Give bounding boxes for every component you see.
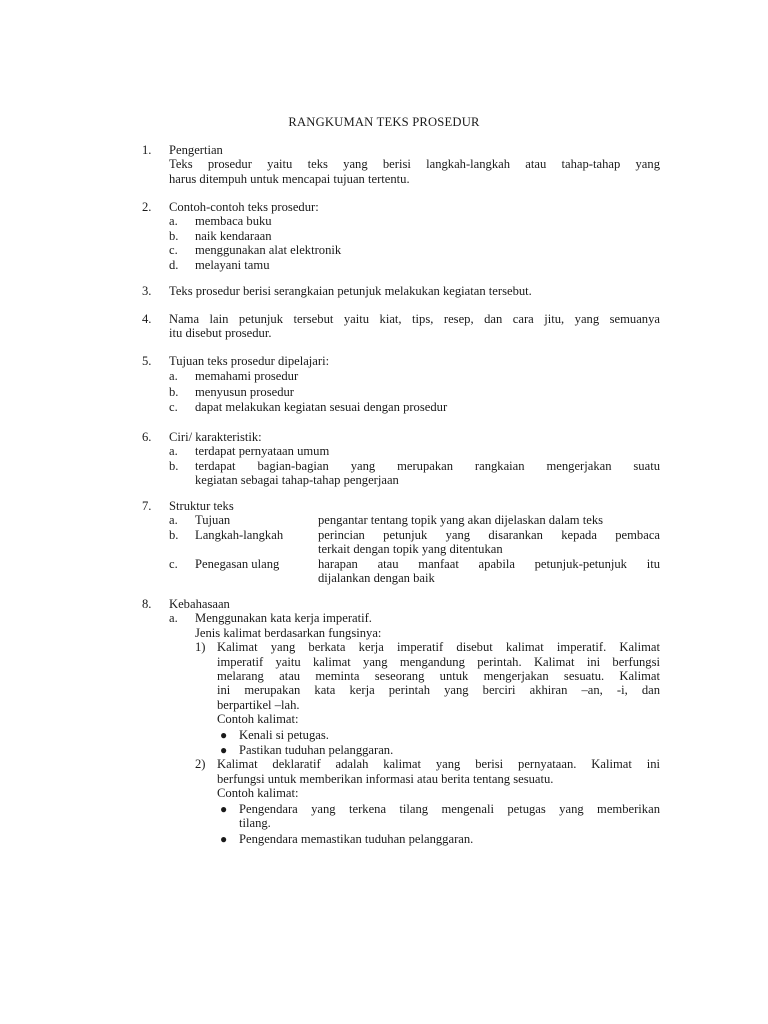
list-label: c. xyxy=(169,400,178,415)
list-label: b. xyxy=(169,527,179,542)
list-text: Menggunakan kata kerja imperatif. xyxy=(195,611,372,626)
list-text: membaca buku xyxy=(195,214,272,229)
paragraph-line: berpartikel –lah. xyxy=(217,697,300,712)
section-number: 2. xyxy=(142,200,152,214)
section-heading: Tujuan teks prosedur dipelajari: xyxy=(169,354,330,368)
bullet-text: Kenali si petugas. xyxy=(239,727,329,742)
paragraph-line: Nama lain petunjuk tersebut yaitu kiat, tips, resep, dan cara jitu, yang semuanya xyxy=(169,312,660,326)
section-number: 8. xyxy=(142,597,152,611)
list-item xyxy=(169,369,660,383)
paragraph-line: melarang atau meminta seseorang untuk mengerjakan sesuatu. Kalimat xyxy=(217,669,660,684)
structure-desc: perincian petunjuk yang disarankan kepada pembaca xyxy=(318,527,660,542)
list-text: melayani tamu xyxy=(195,257,270,272)
list-label: b. xyxy=(169,384,179,399)
structure-desc: pengantar tentang topik yang akan dijelaskan dalam teks xyxy=(318,513,604,528)
bullet-text: Pengendara yang terkena tilang mengenali petugas yang memberikan xyxy=(239,801,660,816)
paragraph-line: Teks prosedur yaitu teks yang berisi langkah-langkah atau tahap-tahap yang xyxy=(169,157,660,172)
bullet-icon: ● xyxy=(220,727,228,742)
list-text: memahami prosedur xyxy=(195,369,299,384)
bullet-icon: ● xyxy=(220,831,228,846)
example-label: Contoh kalimat: xyxy=(217,712,299,727)
section-7 xyxy=(142,499,660,585)
bullet-text: tilang. xyxy=(239,816,271,831)
section-3 xyxy=(142,284,660,298)
bullet-icon: ● xyxy=(220,801,228,816)
bullet-text: Pastikan tuduhan pelanggaran. xyxy=(239,743,394,758)
structure-row xyxy=(169,528,660,557)
structure-desc: harapan atau manfaat apabila petunjuk-petunjuk itu xyxy=(318,556,660,571)
list-label: b. xyxy=(169,228,179,243)
section-heading: Kebahasaan xyxy=(169,597,230,611)
list-text: terdapat bagian-bagian yang merupakan rangkaian mengerjakan suatu xyxy=(195,458,660,473)
list-text: kegiatan sebagai tahap-tahap pengerjaan xyxy=(195,473,399,488)
list-item xyxy=(169,214,660,228)
section-4 xyxy=(142,312,660,341)
structure-desc: terkait dengan topik yang ditentukan xyxy=(318,542,503,557)
paragraph-line: Teks prosedur berisi serangkaian petunjuk melakukan kegiatan tersebut. xyxy=(169,284,532,298)
structure-row xyxy=(169,557,660,586)
list-item xyxy=(169,459,660,488)
section-number: 5. xyxy=(142,354,152,368)
numbered-item xyxy=(195,640,660,757)
list-label: a. xyxy=(169,444,178,459)
list-label: c. xyxy=(169,556,178,571)
numbered-item xyxy=(195,757,660,845)
list-label: a. xyxy=(169,513,178,528)
structure-name: Tujuan xyxy=(195,513,231,528)
bullet-item xyxy=(217,802,660,831)
bullet-item xyxy=(217,743,660,757)
list-item xyxy=(169,400,660,414)
bullet-item xyxy=(217,832,660,846)
section-number: 1. xyxy=(142,143,152,157)
section-8 xyxy=(142,597,660,846)
section-heading: Contoh-contoh teks prosedur: xyxy=(169,200,319,214)
paragraph-line: Kalimat deklaratif adalah kalimat yang berisi pernyataan. Kalimat ini xyxy=(217,757,660,772)
numbered-label: 1) xyxy=(195,640,206,655)
section-5 xyxy=(142,354,660,415)
paragraph-line: Kalimat yang berkata kerja imperatif disebut kalimat imperatif. Kalimat xyxy=(217,640,660,655)
list-item xyxy=(169,611,660,846)
section-2 xyxy=(142,200,660,272)
list-text: Jenis kalimat berdasarkan fungsinya: xyxy=(195,625,382,640)
list-item xyxy=(169,243,660,257)
list-label: a. xyxy=(169,369,178,384)
structure-name: Penegasan ulang xyxy=(195,556,280,571)
structure-desc: dijalankan dengan baik xyxy=(318,571,435,586)
list-item xyxy=(169,385,660,399)
list-text: menyusun prosedur xyxy=(195,384,294,399)
paragraph-line: imperatif yaitu kalimat yang mengandung perintah. Kalimat ini berfungsi xyxy=(217,654,660,669)
section-number: 4. xyxy=(142,312,152,326)
section-6 xyxy=(142,430,660,488)
structure-row xyxy=(169,513,660,527)
paragraph-line: harus ditempuh untuk mencapai tujuan tertentu. xyxy=(169,171,410,186)
bullet-text: Pengendara memastikan tuduhan pelanggaran. xyxy=(239,831,474,846)
section-heading: Struktur teks xyxy=(169,499,234,513)
paragraph-line: itu disebut prosedur. xyxy=(169,326,272,341)
section-1 xyxy=(142,143,660,186)
list-label: a. xyxy=(169,611,178,626)
section-heading: Ciri/ karakteristik: xyxy=(169,430,262,444)
document-title: RANGKUMAN TEKS PROSEDUR xyxy=(288,115,480,129)
list-item xyxy=(169,444,660,458)
list-item xyxy=(169,229,660,243)
list-text: dapat melakukan kegiatan sesuai dengan prosedur xyxy=(195,400,448,415)
bullet-icon: ● xyxy=(220,743,228,758)
list-text: menggunakan alat elektronik xyxy=(195,243,342,258)
paragraph-line: berfungsi untuk memberikan informasi atau berita tentang sesuatu. xyxy=(217,771,554,786)
list-text: naik kendaraan xyxy=(195,228,272,243)
section-number: 7. xyxy=(142,499,152,513)
numbered-label: 2) xyxy=(195,757,206,772)
list-label: b. xyxy=(169,458,179,473)
list-item xyxy=(169,258,660,272)
list-label: c. xyxy=(169,243,178,258)
list-label: d. xyxy=(169,257,179,272)
list-text: terdapat pernyataan umum xyxy=(195,444,330,459)
section-heading: Pengertian xyxy=(169,143,223,157)
section-number: 3. xyxy=(142,284,152,298)
bullet-item xyxy=(217,728,660,742)
example-label: Contoh kalimat: xyxy=(217,786,299,801)
paragraph-line: ini merupakan kata kerja perintah yang berciri akhiran –an, -i, dan xyxy=(217,683,660,698)
section-number: 6. xyxy=(142,430,152,444)
list-label: a. xyxy=(169,214,178,229)
structure-name: Langkah-langkah xyxy=(195,527,284,542)
